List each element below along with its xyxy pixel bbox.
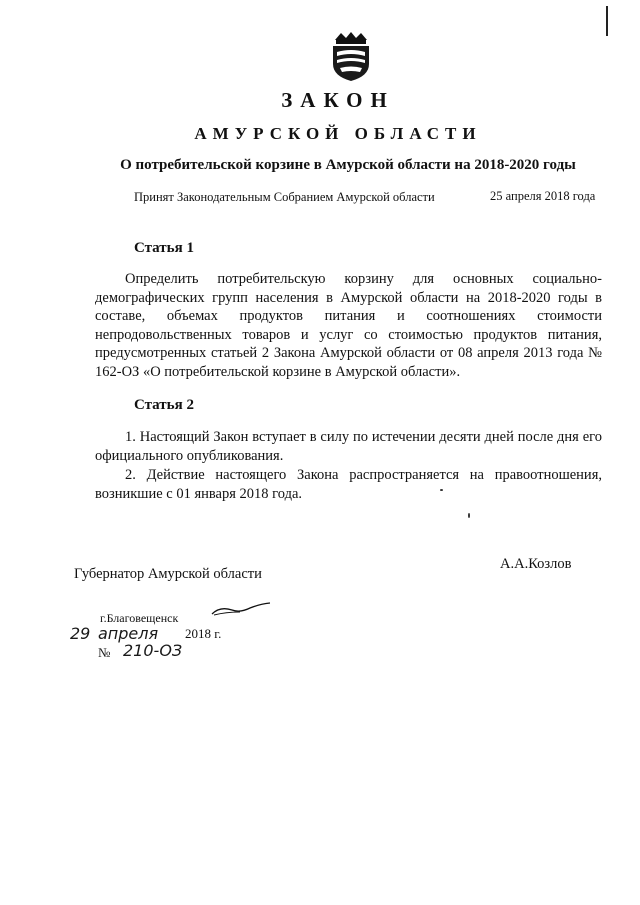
signing-date-day: 29	[70, 624, 91, 643]
law-number-value: 210-ОЗ	[123, 641, 183, 660]
article-2-item-2-text: 2. Действие настоящего Закона распространяется на правоотношения, возникшие с 01 января 2018 года.	[95, 467, 602, 502]
signing-date-year: 2018 г.	[185, 626, 222, 641]
article-2-item-2	[95, 466, 602, 503]
article-2-item-1-text: 1. Настоящий Закон вступает в силу по истечении десяти дней после дня его официального опубликования.	[95, 429, 602, 464]
governor-name: А.А.Козлов	[500, 556, 572, 572]
signing-date-month: апреля	[98, 624, 159, 643]
margin-scan-mark	[605, 6, 609, 36]
article-1-heading: Статья 1	[134, 240, 194, 256]
scan-speck	[440, 489, 443, 491]
law-name: О потребительской корзине в Амурской области на 2018-2020 годы	[120, 157, 576, 173]
law-number-label: №	[98, 645, 111, 660]
governor-title: Губернатор Амурской области	[74, 566, 262, 582]
article-1-text: Определить потребительскую корзину для основных социально-демографических групп населения в Амурской области на 2018-2020 годы в составе, объемах продуктов питания и соотношениях стоимости непродовольственных товаров и услуг со стоимостью продуктов питания, предусмотренных статьей 2 Закона Амурской области от 08 апреля 2013 года № 162-ОЗ «О потребительской корзине в Амурской области».	[95, 271, 602, 380]
article-2-heading: Статья 2	[134, 397, 194, 413]
article-1-paragraph	[95, 270, 602, 381]
scan-speck	[468, 513, 470, 518]
document-title: ЗАКОН	[281, 88, 395, 112]
amur-coat-of-arms-icon	[327, 30, 375, 82]
governor-signature	[210, 600, 272, 618]
adopted-date: 25 апреля 2018 года	[490, 189, 596, 203]
region-title: АМУРСКОЙ ОБЛАСТИ	[194, 124, 482, 143]
article-2-item-1	[95, 428, 602, 465]
signing-place: г.Благовещенск	[100, 611, 179, 625]
adopted-by: Принят Законодательным Собранием Амурской области	[134, 190, 435, 204]
